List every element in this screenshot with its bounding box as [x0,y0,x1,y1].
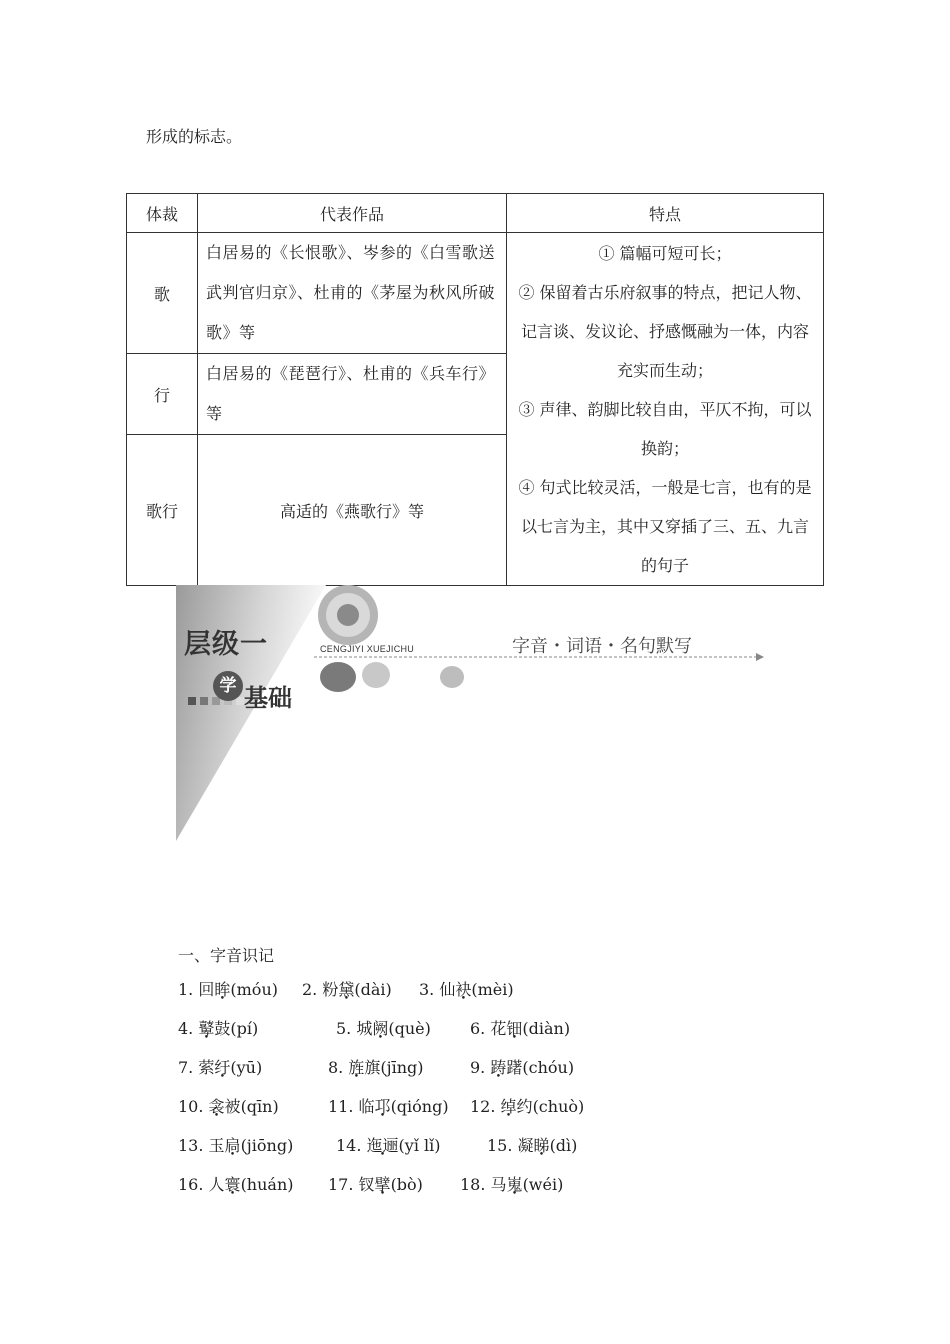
banner-square [200,697,208,705]
vocab-text: 鼓 [214,1019,231,1038]
flower-icon [318,585,378,645]
vocab-item [178,1055,262,1078]
arrow-icon [756,653,764,661]
vocab-item [460,1172,563,1195]
vocab-text: 人 [208,1175,225,1194]
vocab-pinyin: (chóu) [522,1058,575,1077]
banner-title: 层级一 [184,629,268,660]
vocab-dotted-char: 纡 [214,1058,231,1077]
vocab-number: 10. [178,1097,209,1116]
vocab-text: 约 [516,1097,533,1116]
vocab-text: 马 [490,1175,507,1194]
vocab-number: 15. [487,1136,518,1155]
table-header-row [127,194,824,233]
vocab-pinyin: (wéi) [522,1175,564,1194]
vocab-item [336,1133,441,1156]
vocab-item [487,1133,577,1156]
vocab-item [470,1016,570,1039]
banner-xue-badge: 学 [213,671,243,701]
header-works: 代表作品 [198,194,507,233]
vocab-item [178,1172,294,1195]
header-genre: 体裁 [127,194,198,233]
vocab-text: 萦 [198,1058,215,1077]
vocab-number: 17. [328,1175,359,1194]
feature-item: ② 保留着古乐府叙事的特点，把记人物、记言谈、发议论、抒感慨融为一体，内容充实而生动； [518,282,812,380]
vocab-dotted-char: 睇 [533,1136,550,1155]
vocab-pinyin: (yǐ lǐ) [398,1136,441,1155]
vocab-pinyin: (pí) [230,1019,259,1038]
petal-shape [320,662,356,692]
feature-item: ③ 声律、韵脚比较自由，平仄不拘，可以换韵； [518,399,812,458]
feature-item: ① 篇幅可短可长； [598,243,732,263]
section-heading: 一、字音识记 [178,946,275,965]
banner-tagline: 字音・词语・名句默写 [512,636,692,657]
features-cell [507,233,824,586]
vocab-pinyin: (bò) [390,1175,423,1194]
banner-square [236,697,244,705]
vocab-pinyin: (qīn) [240,1097,279,1116]
vocab-text: 凝 [517,1136,534,1155]
vocab-pinyin: (huán) [240,1175,294,1194]
vocab-item [328,1172,423,1195]
vocab-number: 3. [419,980,440,999]
vocab-item [470,1094,584,1117]
vocab-dotted-char: 擘 [374,1175,391,1194]
vocab-pinyin: (què) [388,1019,431,1038]
vocab-number: 7. [178,1058,199,1077]
vocab-dotted-char: 嵬 [506,1175,523,1194]
vocab-dotted-char: 黛 [338,980,355,999]
vocab-dotted-char: 绰 [500,1097,517,1116]
vocab-item [302,977,392,1000]
vocab-item [178,1016,258,1039]
vocab-number: 12. [470,1097,501,1116]
vocab-pinyin: (qióng) [390,1097,449,1116]
works-cell: 白居易的《琵琶行》、杜甫的《兵车行》等 [198,354,507,435]
vocab-pinyin: (diàn) [522,1019,571,1038]
vocab-dotted-char: 鼙 [198,1019,215,1038]
vocab-dotted-char: 眸 [214,980,231,999]
vocab-text: 回 [198,980,215,999]
vocab-dotted-char: 迤逦 [366,1136,399,1155]
intro-text: 形成的标志。 [146,127,243,146]
vocab-number: 8. [328,1058,349,1077]
vocab-item [328,1094,449,1117]
vocab-item [470,1055,574,1078]
works-cell: 白居易的《长恨歌》、岑参的《白雪歌送武判官归京》、杜甫的《茅屋为秋风所破歌》等 [198,233,507,354]
petal-shape [362,662,390,688]
vocab-text: 仙 [439,980,456,999]
vocab-dotted-char: 钿 [506,1019,523,1038]
vocab-dotted-char: 邛 [374,1097,391,1116]
vocab-number: 18. [460,1175,491,1194]
vocab-item [178,1094,279,1117]
vocab-number: 9. [470,1058,491,1077]
section-banner-graphic [176,585,796,845]
vocab-text: 粉 [322,980,339,999]
works-cell: 高适的《燕歌行》等 [198,435,507,586]
banner-subtitle: 基础 [244,684,292,712]
vocab-item [336,1016,431,1039]
vocab-dotted-char: 袂 [455,980,472,999]
vocab-pinyin: (mèi) [471,980,514,999]
genre-cell: 歌 [127,233,198,354]
vocab-pinyin: (jiōng) [240,1136,294,1155]
vocab-number: 5. [336,1019,357,1038]
vocab-number: 6. [470,1019,491,1038]
vocab-text: 被 [224,1097,241,1116]
vocab-number: 4. [178,1019,199,1038]
banner-pinyin: CENGJIYI XUEJICHU [320,644,415,654]
table-row [127,233,824,354]
vocab-text: 躇 [506,1058,523,1077]
vocab-pinyin: (chuò) [532,1097,585,1116]
vocab-dotted-char: 踌 [490,1058,507,1077]
vocab-item [419,977,514,1000]
petal-shape [440,666,464,688]
vocab-pinyin: (yū) [230,1058,263,1077]
genre-cell: 行 [127,354,198,435]
vocab-number: 2. [302,980,323,999]
vocab-text: 临 [358,1097,375,1116]
vocab-item [328,1055,424,1078]
vocab-number: 1. [178,980,199,999]
genre-table [126,193,824,586]
vocab-number: 13. [178,1136,209,1155]
vocab-dotted-char: 寰 [224,1175,241,1194]
vocab-item [178,977,278,1000]
vocab-text: 花 [490,1019,507,1038]
vocab-dotted-char: 旌 [348,1058,365,1077]
vocab-pinyin: (dì) [549,1136,578,1155]
vocab-number: 11. [328,1097,359,1116]
vocab-dotted-char: 扃 [224,1136,241,1155]
banner-square [188,697,196,705]
vocab-number: 14. [336,1136,367,1155]
vocab-text: 玉 [208,1136,225,1155]
vocab-pinyin: (móu) [230,980,278,999]
vocab-text: 城 [356,1019,373,1038]
vocab-number: 16. [178,1175,209,1194]
vocab-dotted-char: 衾 [208,1097,225,1116]
vocab-item [178,1133,293,1156]
genre-cell: 歌行 [127,435,198,586]
feature-item: ④ 句式比较灵活，一般是七言，也有的是以七言为主，其中又穿插了三、五、九言的句子 [518,477,812,575]
header-features: 特点 [507,194,824,233]
vocab-text: 旗 [364,1058,381,1077]
vocab-text: 钗 [358,1175,375,1194]
vocab-pinyin: (dài) [354,980,392,999]
vocab-pinyin: (jīng) [380,1058,424,1077]
vocab-dotted-char: 阙 [372,1019,389,1038]
